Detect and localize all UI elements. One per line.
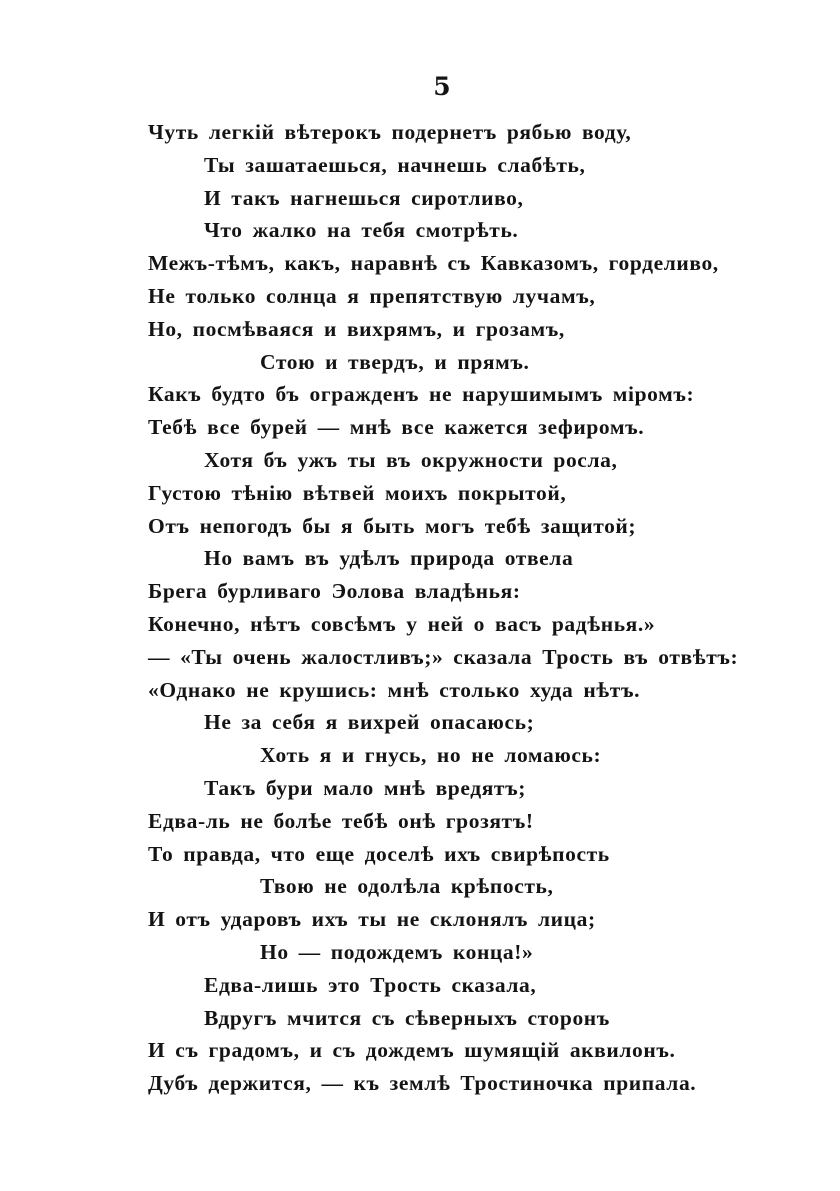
- poem-line: Едва-лишь это Трость сказала,: [204, 972, 537, 997]
- poem-line: И отъ ударовъ ихъ ты не склонялъ лица;: [148, 907, 596, 932]
- poem-line: Ты зашатаешься, начнешь слабѣть,: [204, 152, 586, 177]
- poem-line: Но, посмѣваяся и вихрямъ, и грозамъ,: [148, 316, 565, 341]
- poem-line: Отъ непогодъ бы я быть могъ тебѣ защитой;: [148, 513, 637, 538]
- poem-line: Дубъ держится, — къ землѣ Тростиночка припала.: [148, 1071, 697, 1096]
- poem-line: Брега бурливаго Эолова владѣнья:: [148, 579, 521, 604]
- poem-line: Едва-ль не болѣе тебѣ онѣ грозятъ!: [148, 808, 534, 833]
- poem-line: Межъ-тѣмъ, какъ, наравнѣ съ Кавказомъ, горделиво,: [148, 251, 719, 276]
- poem-line: «Однако не крушись: мнѣ столько худа нѣтъ.: [148, 677, 641, 702]
- poem-line: Не за себя я вихрей опасаюсь;: [204, 710, 535, 735]
- poem-line: Какъ будто бъ огражденъ не нарушимымъ міромъ:: [148, 382, 695, 407]
- poem-line: Что жалко на тебя смотрѣть.: [204, 218, 519, 243]
- poem-line: Твою не одолѣла крѣпость,: [260, 874, 554, 899]
- poem-line: Но — подождемъ конца!»: [260, 940, 534, 964]
- poem-line: И съ градомъ, и съ дождемъ шумящій аквилонъ.: [148, 1038, 676, 1063]
- poem-line: Тебѣ все бурей — мнѣ все кажется зефиромъ.: [148, 415, 645, 440]
- page-number: 5: [433, 72, 451, 101]
- poem-line: Густою тѣнію вѣтвей моихъ покрытой,: [148, 480, 567, 505]
- poem-line: Хоть я и гнусь, но не ломаюсь:: [260, 743, 602, 768]
- poem-line: Стою и твердъ, и прямъ.: [260, 349, 530, 374]
- poem-line: Вдругъ мчится съ сѣверныхъ сторонъ: [204, 1005, 610, 1030]
- poem-line: Такъ бури мало мнѣ вредятъ;: [204, 776, 526, 800]
- poem-line: Хотя бъ ужъ ты въ окружности росла,: [204, 448, 618, 472]
- poem-line: Не только солнца я препятствую лучамъ,: [148, 284, 596, 308]
- poem-line: Но вамъ въ удѣлъ природа отвела: [204, 546, 574, 571]
- poem-line: То правда, что еще доселѣ ихъ свирѣпость: [148, 841, 610, 866]
- poem-line: И такъ нагнешься сиротливо,: [204, 185, 524, 210]
- poem-line: — «Ты очень жалостливъ;» сказала Трость въ отвѣтъ:: [148, 644, 739, 669]
- poem-line: Конечно, нѣтъ совсѣмъ у ней о васъ радѣнья.»: [148, 612, 656, 636]
- poem-line: Чуть легкій вѣтерокъ подернетъ рябью воду,: [148, 120, 632, 144]
